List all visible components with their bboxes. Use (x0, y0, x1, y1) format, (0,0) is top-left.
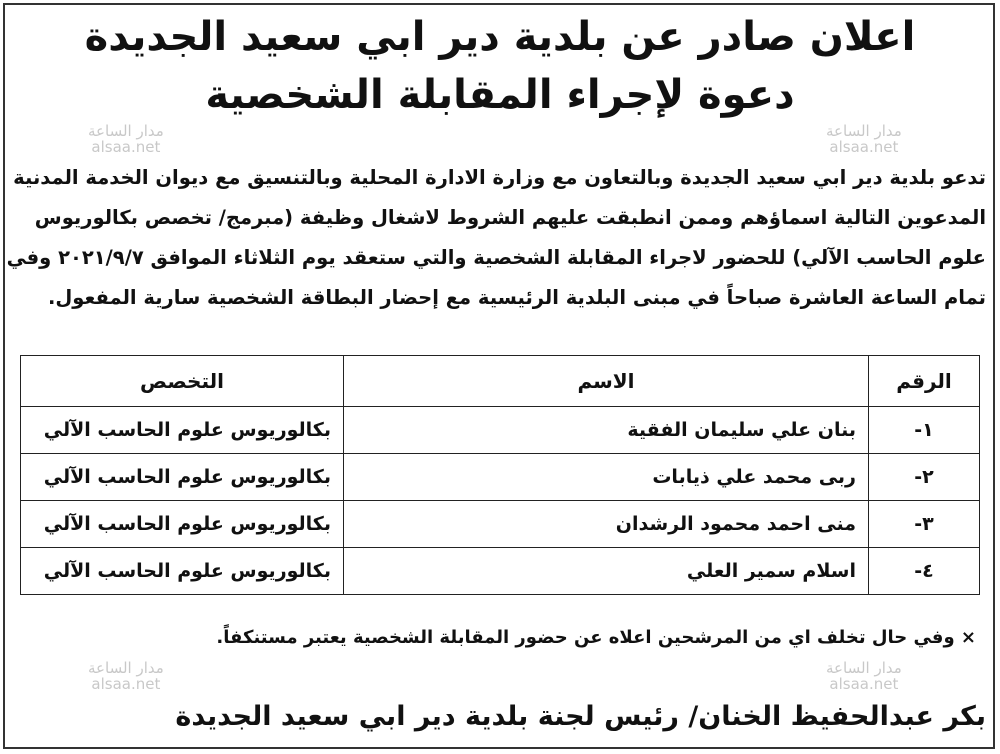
row-specialty: بكالوريوس علوم الحاسب الآلي (21, 407, 344, 454)
watermark: مدار الساعة alsaa.net (826, 122, 902, 156)
body-line: المدعوين التالية اسماؤهم وممن انطبقت عليهم الشروط لاشغال وظيفة (مبرمج/ تخصص بكالوريوس (34, 206, 986, 229)
body-line: تمام الساعة العاشرة صباحاً في مبنى البلدية الرئيسية مع إحضار البطاقة الشخصية سارية المفعول. (47, 286, 986, 309)
row-name: ربى محمد علي ذيابات (344, 454, 869, 501)
announcement-title: اعلان صادر عن بلدية دير ابي سعيد الجديدة (84, 14, 916, 60)
row-specialty: بكالوريوس علوم الحاسب الآلي (21, 548, 344, 595)
absence-note: × وفي حال تخلف اي من المرشحين اعلاه عن حضور المقابلة الشخصية يعتبر مستنكفاً. (216, 627, 976, 648)
table-header (21, 356, 980, 407)
row-specialty: بكالوريوس علوم الحاسب الآلي (21, 501, 344, 548)
watermark: مدار الساعة alsaa.net (88, 659, 164, 693)
row-name: بنان علي سليمان الفقية (344, 407, 869, 454)
watermark: مدار الساعة alsaa.net (826, 659, 902, 693)
body-line: تدعو بلدية دير ابي سعيد الجديدة وبالتعاون مع وزارة الادارة المحلية وبالتنسيق مع ديوان الخدمة المدنية (13, 166, 986, 189)
row-number: ١- (869, 407, 980, 454)
announcement-subtitle: دعوة لإجراء المقابلة الشخصية (205, 72, 795, 118)
signature: بكر عبدالحفيظ الخنان/ رئيس لجنة بلدية دير ابي سعيد الجديدة (175, 701, 986, 732)
header-number: الرقم (869, 356, 980, 407)
row-specialty: بكالوريوس علوم الحاسب الآلي (21, 454, 344, 501)
row-number: ٢- (869, 454, 980, 501)
row-name: اسلام سمير العلي (344, 548, 869, 595)
row-name: منى احمد محمود الرشدان (344, 501, 869, 548)
announcement-body (6, 158, 986, 318)
body-line: علوم الحاسب الآلي) للحضور لاجراء المقابلة الشخصية والتي ستعقد يوم الثلاثاء الموافق ٢٠٢١/٩/٧ وفي (6, 246, 986, 269)
row-number: ٣- (869, 501, 980, 548)
header-name: الاسم (344, 356, 869, 407)
row-number: ٤- (869, 548, 980, 595)
table-row (21, 407, 980, 454)
table-row (21, 501, 980, 548)
header-specialty: التخصص (21, 356, 344, 407)
table-row (21, 548, 980, 595)
table-row (21, 454, 980, 501)
watermark: مدار الساعة alsaa.net (88, 122, 164, 156)
candidates-table (20, 355, 980, 595)
